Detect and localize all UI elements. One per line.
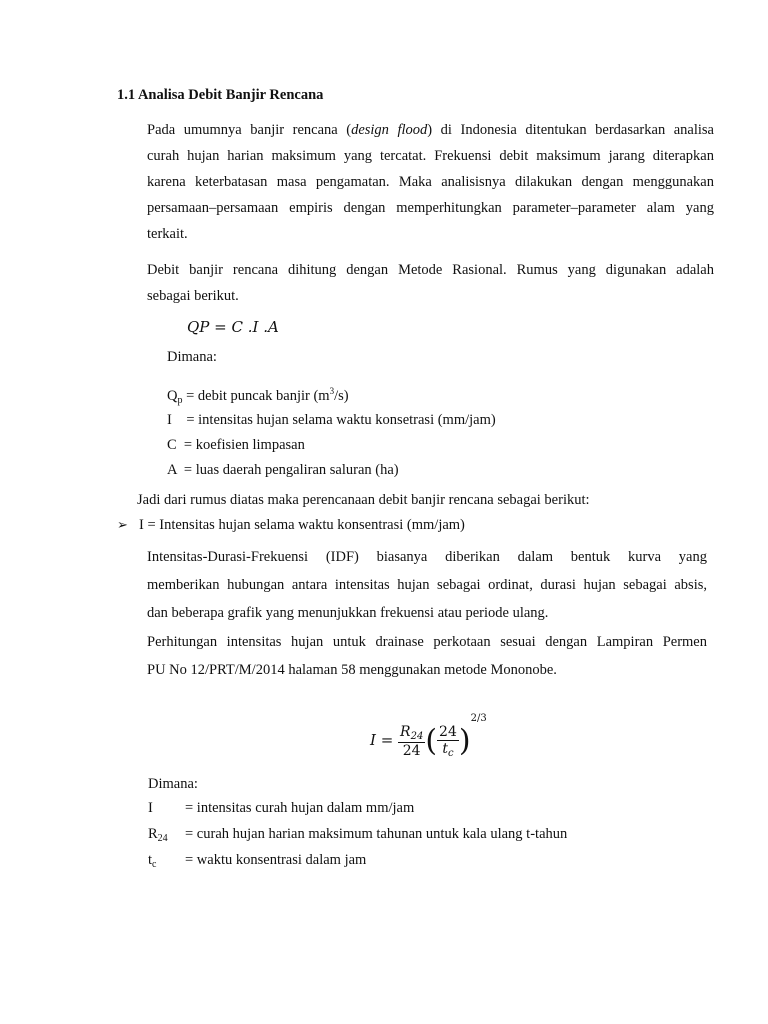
- fraction-24-over-tc: $\frac{24}{t_c}$: [439, 723, 457, 759]
- jadi-sentence: Jadi dari rumus diatas maka perencanaan debit banjir rencana sebagai berikut:: [137, 492, 590, 508]
- paragraph-line: Perhitungan intensitas hujan untuk drainase perkotaan sesuai dengan Lampiran Permen: [147, 634, 707, 650]
- paragraph-line: terkait.: [147, 226, 188, 242]
- fraction-r24-over-24: $\frac{R_{24}}{24}$: [400, 723, 424, 759]
- section-heading: 1.1 Analisa Debit Banjir Rencana: [117, 87, 324, 103]
- bullet-arrow-icon: ➢: [117, 517, 128, 532]
- formula-exponent: 2/3: [470, 713, 487, 724]
- paragraph-line: persamaan–persamaan empiris dengan memperhitungkan parameter–parameter alam yang: [147, 200, 714, 216]
- definition-symbol-r24: $R_{24}$: [148, 826, 168, 844]
- paragraph-line: Debit banjir rencana dihitung dengan Metode Rasional. Rumus yang digunakan adalah: [147, 262, 714, 278]
- paragraph-intro: [147, 117, 714, 247]
- definition-desc-r24: = curah hujan harian maksimum tahunan untuk kala ulang t-tahun: [185, 826, 568, 842]
- paragraph-idf: [147, 543, 707, 627]
- paragraph-line: Intensitas-Durasi-Frekuensi (IDF) biasanya diberikan dalam bentuk kurva yang: [147, 549, 707, 565]
- definition-c: C = koefisien limpasan: [167, 437, 305, 453]
- dimana-label-2: Dimana:: [148, 776, 198, 792]
- definition-symbol-i: I: [148, 800, 153, 816]
- definition-desc-i: = intensitas curah hujan dalam mm/jam: [185, 800, 415, 816]
- dimana-label: Dimana:: [167, 349, 217, 365]
- rational-formula: QP = C .I .A: [187, 318, 279, 336]
- paragraph-mononobe: [147, 628, 707, 684]
- definition-desc-tc: = waktu konsentrasi dalam jam: [185, 852, 367, 868]
- paragraph-line: Pada umumnya banjir rencana (design flood) di Indonesia ditentukan berdasarkan analisa: [147, 122, 714, 138]
- paragraph-line: dan beberapa grafik yang menunjukkan frekuensi atau periode ulang.: [147, 605, 549, 621]
- definition-qp: $Q_p$ = debit puncak banjir $(m^3/s)$: [167, 386, 349, 406]
- paragraph-line: curah hujan harian maksimum yang tercatat. Frekuensi debit maksimum jarang diterapkan: [147, 148, 714, 164]
- paragraph-line: PU No 12/PRT/M/2014 halaman 58 menggunakan metode Mononobe.: [147, 662, 557, 678]
- definition-a: A = luas daerah pengaliran saluran (ha): [167, 462, 399, 478]
- mononobe-formula: I = $\frac{R_{24}}{24}$ ( $\frac{24}{t_c}$ )$^{2/3}$: [370, 713, 487, 759]
- definition-symbol-tc: $t_c$: [148, 852, 157, 870]
- formula-lhs: I =: [370, 731, 394, 749]
- emphasis-term: design flood: [351, 122, 428, 138]
- paragraph-line: karena keterbatasan masa pengamatan. Maka analisisnya dilakukan dengan menggunakan: [147, 174, 714, 190]
- bullet-item-intensitas: I = Intensitas hujan selama waktu konsentrasi (mm/jam): [139, 517, 465, 533]
- paragraph-line: memberikan hubungan antara intensitas hujan sebagai ordinat, durasi hujan sebagai absis,: [147, 577, 707, 593]
- paragraph-line: sebagai berikut.: [147, 288, 239, 304]
- definition-i: I = intensitas hujan selama waktu konsetrasi (mm/jam): [167, 412, 496, 428]
- paragraph-rational-method: [147, 257, 714, 309]
